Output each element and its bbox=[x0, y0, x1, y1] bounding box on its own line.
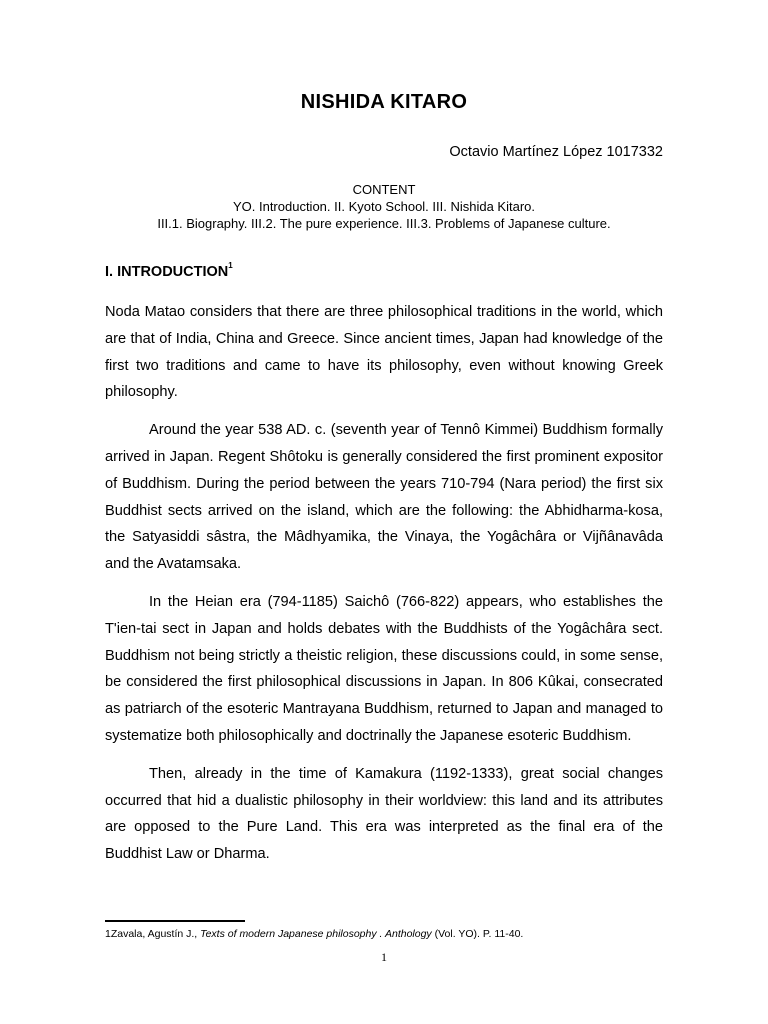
section-heading bbox=[105, 263, 233, 280]
paragraph: Noda Matao considers that there are three philosophical traditions in the world, which are that of India, China and Greece. Since ancient times, Japan had knowledge of the first two traditions and came to have its philosophy, even without knowing Greek philosophy. bbox=[105, 304, 663, 401]
paragraph: Around the year 538 AD. c. (seventh year of Tennô Kimmei) Buddhism formally arrived in Japan. Regent Shôtoku is generally considered the first prominent expositor of Buddhism. During the period between the years 710-794 (Nara period) the first six Buddhist sects arrived on the island, which are the following: the Abhidharma-kosa, the Satyasiddi sâstra, the Mâdhyamika, the Vinaya, the Yogâchâra or Vijñânavâda and the Avatamsaka. bbox=[105, 422, 663, 573]
document-title: NISHIDA KITARO bbox=[300, 91, 468, 113]
contents-line: III.1. Biography. III.2. The pure experience. III.3. Problems of Japanese culture. bbox=[157, 216, 611, 231]
footnote-prefix: 1Zavala, Agustín J., bbox=[105, 928, 201, 940]
contents-line: YO. Introduction. II. Kyoto School. III. Nishida Kitaro. bbox=[232, 199, 536, 214]
footnote-suffix: (Vol. YO). P. 11-40. bbox=[431, 928, 524, 940]
author-line: Octavio Martínez López 1017332 bbox=[449, 144, 663, 160]
footnote-reference: 1 bbox=[228, 261, 233, 270]
footnote bbox=[105, 928, 523, 940]
section-heading-text: I. INTRODUCTION bbox=[105, 263, 229, 280]
footnote-title: Texts of modern Japanese philosophy . Anthology bbox=[200, 928, 432, 940]
paragraph: Then, already in the time of Kamakura (1192-1333), great social changes occurred that hid a dualistic philosophy in their worldview: this land and its attributes are opposed to the Pure Land. This era was interpreted as the final era of the Buddhist Law or Dharma. bbox=[105, 765, 663, 863]
page-number: 1 bbox=[381, 950, 387, 964]
footnote-separator bbox=[105, 920, 245, 922]
contents-heading: CONTENT bbox=[352, 182, 416, 197]
table-of-contents bbox=[0, 181, 768, 232]
paragraph: In the Heian era (794-1185) Saichô (766-822) appears, who establishes the T'ien-tai sect in Japan and holds debates with the Buddhists of the Yogâchâra sect. Buddhism not being strictly a theistic religion, these discussions could, in some sense, be considered the first philosophical discussions in Japan. In 806 Kûkai, consecrated as patriarch of the esoteric Mantrayana Buddhism, returned to Japan and managed to systematize both philosophically and doctrinally the Japanese esoteric Buddhism. bbox=[105, 593, 663, 744]
body-text bbox=[105, 299, 663, 879]
